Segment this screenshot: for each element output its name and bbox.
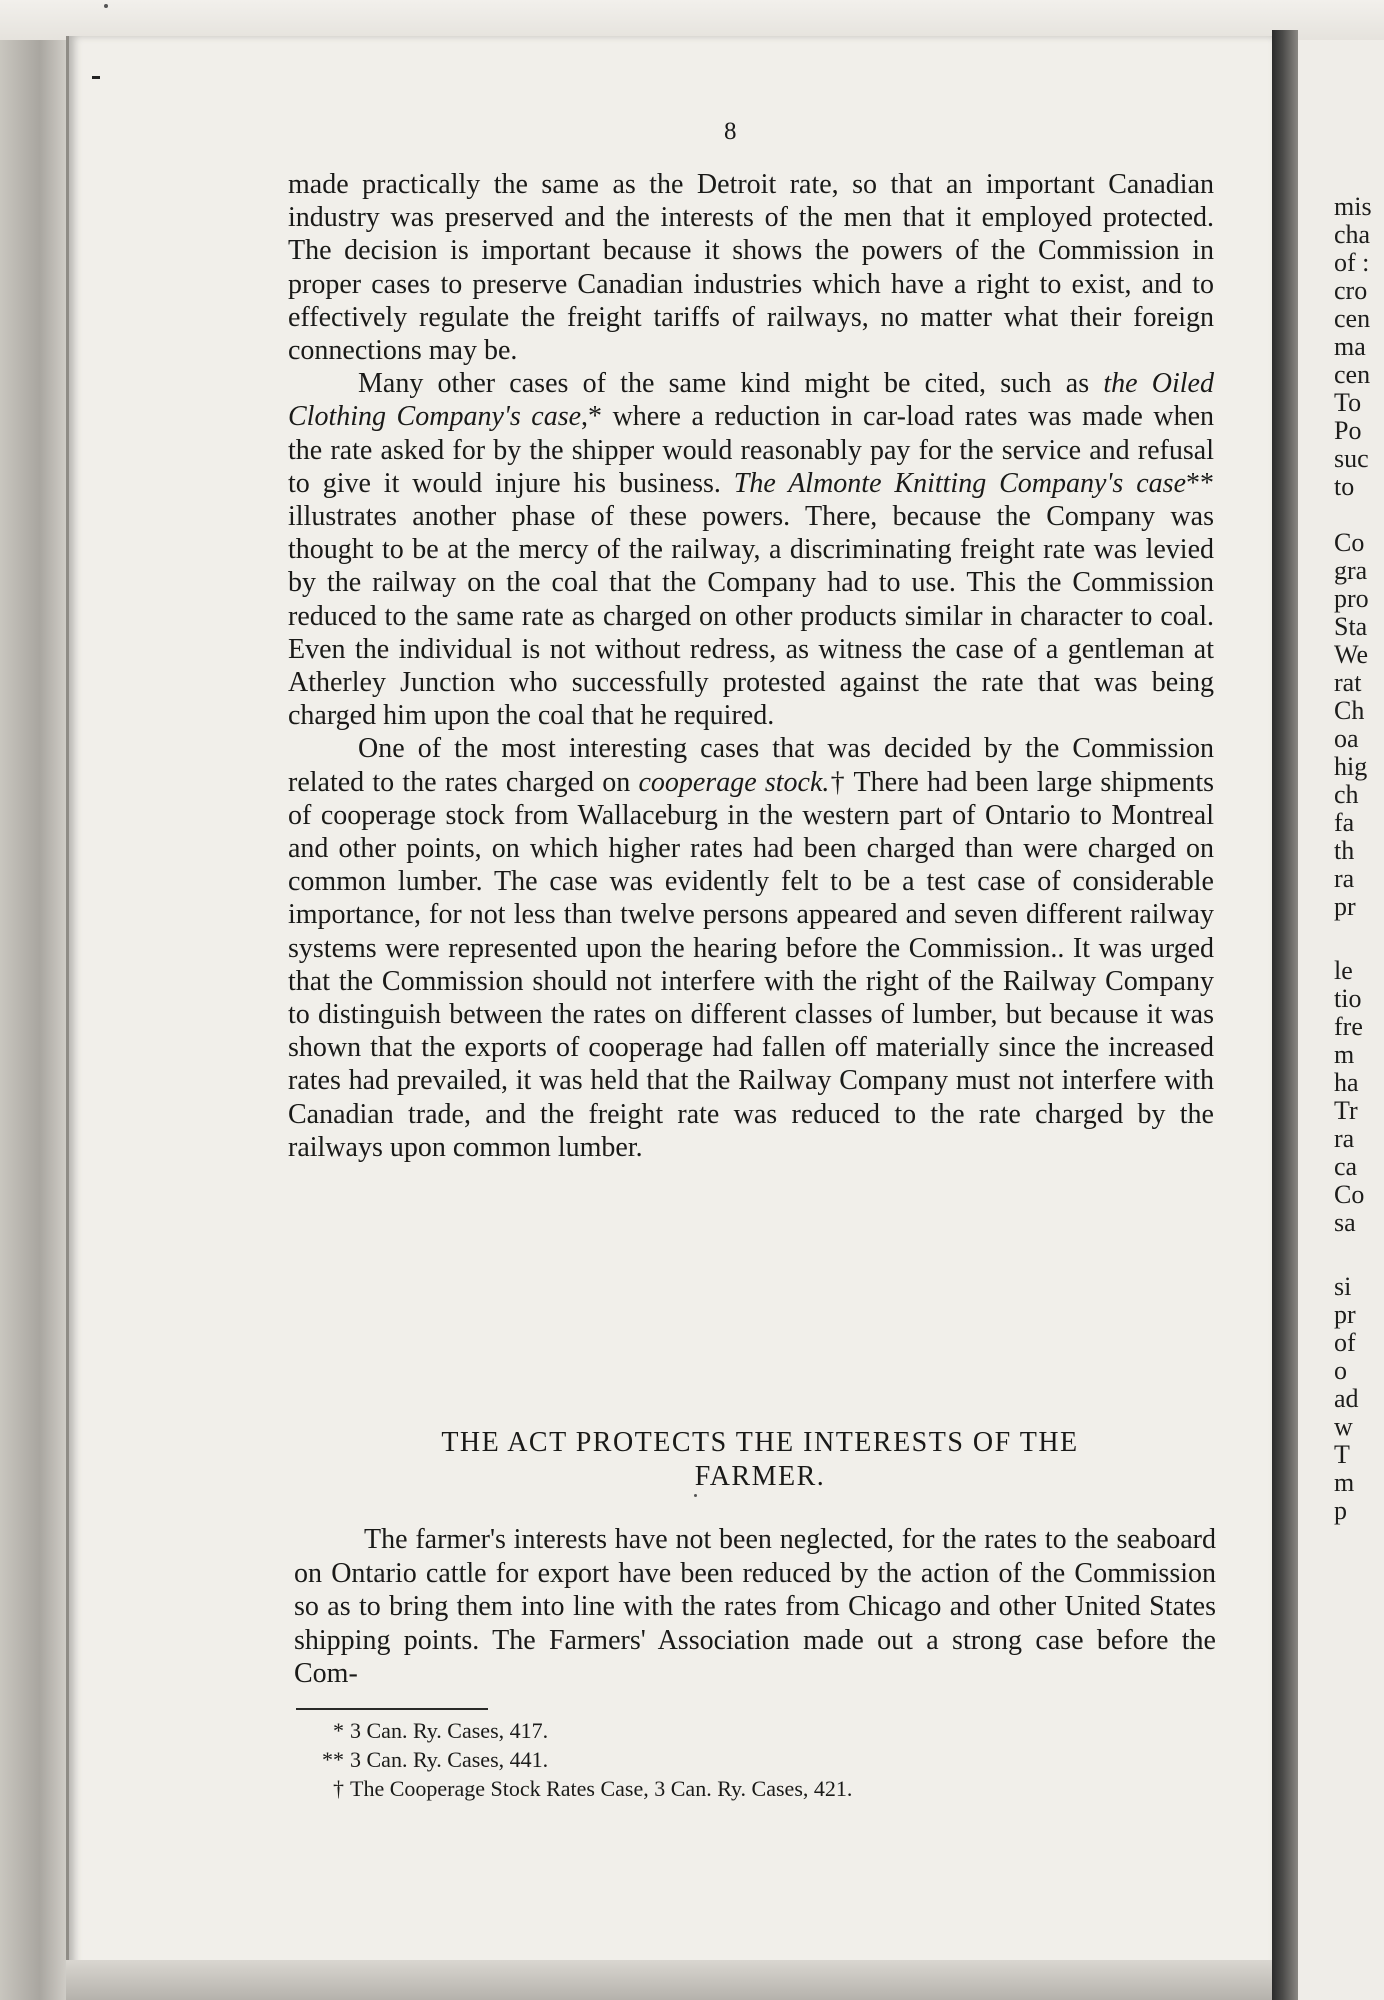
footnote-rule — [296, 1708, 488, 1710]
facing-page-fragment: To — [1334, 388, 1362, 417]
facing-page-fragment: cha — [1334, 220, 1371, 249]
facing-page-fragment: pro — [1334, 584, 1369, 613]
facing-page-fragment: suc — [1334, 444, 1369, 473]
scan-speck — [104, 4, 108, 8]
facing-page-fragment: o — [1334, 1356, 1347, 1385]
footnote-mark: † — [333, 1776, 344, 1801]
facing-page-fragment: Ch — [1334, 696, 1365, 725]
paragraph-text: † There had been large shipments of cooperage stock from Wallaceburg in the western part of Ontario to Montreal and other points, on which higher rates had been charged than were charged on common lumber. The case was evidently felt to be a test case of considerable importance, for not less than twelve persons appeared and seven different railway systems were represented upon the hearing before the Commission.. It was urged that the Commission should not interfere with the right of the Railway Company to distinguish between the rates on different classes of lumber, but because it was shown that the exports of cooperage had fallen off materially since the increased rates had prevailed, it was held that the Railway Company must not interfere with Canadian trade, and the freight rate was reduced to the rate charged by the railways upon common lumber. — [288, 766, 1214, 1163]
facing-page-fragment: gra — [1334, 556, 1368, 585]
paragraph-text: made practically the same as the Detroit rate, so that an important Canadian industry was preserved and the interests of the men that it employed protected. The decision is important because it shows the powers of the Commission in proper cases to preserve Canadian industries which have a right to exist, and to effectively regulate the freight tariffs of railways, no matter what their foreign connections may be. — [288, 169, 1214, 367]
facing-page-fragment: of — [1334, 1328, 1356, 1357]
facing-page-fragment: fre — [1334, 1012, 1363, 1041]
facing-page-fragment: p — [1334, 1496, 1347, 1525]
body-paragraph — [288, 367, 1214, 732]
body-text — [288, 168, 1214, 1164]
body-paragraph — [288, 732, 1214, 1164]
facing-page-fragment: to — [1334, 472, 1355, 501]
facing-page-fragment: hig — [1334, 752, 1368, 781]
facing-page-fragment: oa — [1334, 724, 1359, 753]
facing-page-fragment: Po — [1334, 416, 1362, 445]
paragraph-text: ,* where a reduction in car-load rates was made when the rate asked for by the shipper would reasonably pay for the service and refusal to give it would injure his business. — [288, 401, 1214, 499]
footnote-mark: * — [333, 1718, 344, 1743]
facing-page-fragment: fa — [1334, 808, 1355, 837]
scan-speck — [694, 1494, 697, 1497]
farmer-section-text — [294, 1523, 1216, 1691]
book-gutter — [1272, 30, 1298, 2000]
facing-page-fragment: ra — [1334, 1124, 1355, 1153]
footnotes — [322, 1716, 1210, 1803]
farmer-paragraph: The farmer's interests have not been neglected, for the rates to the seaboard on Ontario cattle for export have been reduced by the action of the Commission so as to bring them into line with the rates from Chicago and other United States shipping points. The Farmers' Association made out a strong case before the Com- — [294, 1524, 1216, 1690]
facing-page-fragment: ha — [1334, 1068, 1359, 1097]
page-number: 8 — [724, 118, 738, 145]
section-heading — [300, 1426, 1220, 1494]
facing-page-fragment: tio — [1334, 984, 1362, 1013]
facing-page-fragment: pr — [1334, 1300, 1356, 1329]
facing-page-fragment: m — [1334, 1468, 1355, 1497]
facing-page-fragment: rat — [1334, 668, 1362, 697]
facing-page-fragment: w — [1334, 1412, 1353, 1441]
italic-case-name: the Oiled Clothing Company's case — [288, 368, 1214, 433]
section-heading-line2: FARMER. — [694, 1461, 826, 1492]
facing-page-fragment: pr — [1334, 892, 1356, 921]
facing-page-fragment: sa — [1334, 1208, 1356, 1237]
footnote — [322, 1745, 1210, 1774]
facing-page-fragment: Co — [1334, 528, 1365, 557]
facing-page-fragment: of : — [1334, 248, 1370, 277]
footnote — [333, 1774, 1210, 1803]
italic-case-name: cooperage stock. — [638, 766, 830, 798]
facing-page-fragment: Co — [1334, 1180, 1365, 1209]
facing-page-fragment: cen — [1334, 360, 1371, 389]
paragraph-text: Many other cases of the same kind might be cited, such as — [358, 368, 1104, 400]
facing-page-fragment: cro — [1334, 276, 1368, 305]
facing-page-fragment: We — [1334, 640, 1368, 669]
facing-page-fragment: Sta — [1334, 612, 1368, 641]
facing-page-fragment: ch — [1334, 780, 1359, 809]
facing-page-fragment: ra — [1334, 864, 1355, 893]
facing-page-fragment: ma — [1334, 332, 1366, 361]
footnote-mark: ** — [322, 1747, 344, 1772]
footnote-text: The Cooperage Stock Rates Case, 3 Can. Ry. Cases, 421. — [350, 1776, 853, 1801]
book-left-edge — [0, 40, 72, 2000]
section-heading-line1: THE ACT PROTECTS THE INTERESTS OF THE — [441, 1427, 1079, 1458]
facing-page-fragment: Tr — [1334, 1096, 1358, 1125]
facing-page-fragment: T — [1334, 1440, 1350, 1469]
margin-mark — [92, 76, 100, 79]
facing-page-fragment: ad — [1334, 1384, 1359, 1413]
italic-case-name: The Almonte Knitting Company's case — [733, 467, 1186, 499]
body-paragraph — [288, 168, 1214, 367]
paragraph-text: ** illustrates another phase of these powers. There, because the Company was thought to be at the mercy of the railway, a discriminating freight rate was levied by the railway on the coal that the Company had to use. This the Commission reduced to the same rate as charged on other products similar in character to coal. Even the individual is not without redress, as witness the case of a gentleman at Atherley Junction who successfully protested against the rate that was being charged him upon the coal that he required. — [288, 467, 1214, 732]
facing-page-fragment: m — [1334, 1040, 1355, 1069]
paragraph-text: One of the most interesting cases that was decided by the Commission related to the rates charged on — [288, 733, 1214, 798]
footnote — [333, 1716, 1210, 1745]
facing-page-fragment: cen — [1334, 304, 1371, 333]
footnote-text: 3 Can. Ry. Cases, 417. — [350, 1718, 549, 1743]
facing-page-fragment: th — [1334, 836, 1355, 865]
footnote-text: 3 Can. Ry. Cases, 441. — [350, 1747, 549, 1772]
facing-page-fragment: si — [1334, 1272, 1352, 1301]
facing-page-edge — [1298, 40, 1384, 2000]
facing-page-fragment: ca — [1334, 1152, 1358, 1181]
page-bottom-shadow — [66, 1960, 1274, 2000]
facing-page-fragment: mis — [1334, 192, 1372, 221]
facing-page-fragment: le — [1334, 956, 1353, 985]
